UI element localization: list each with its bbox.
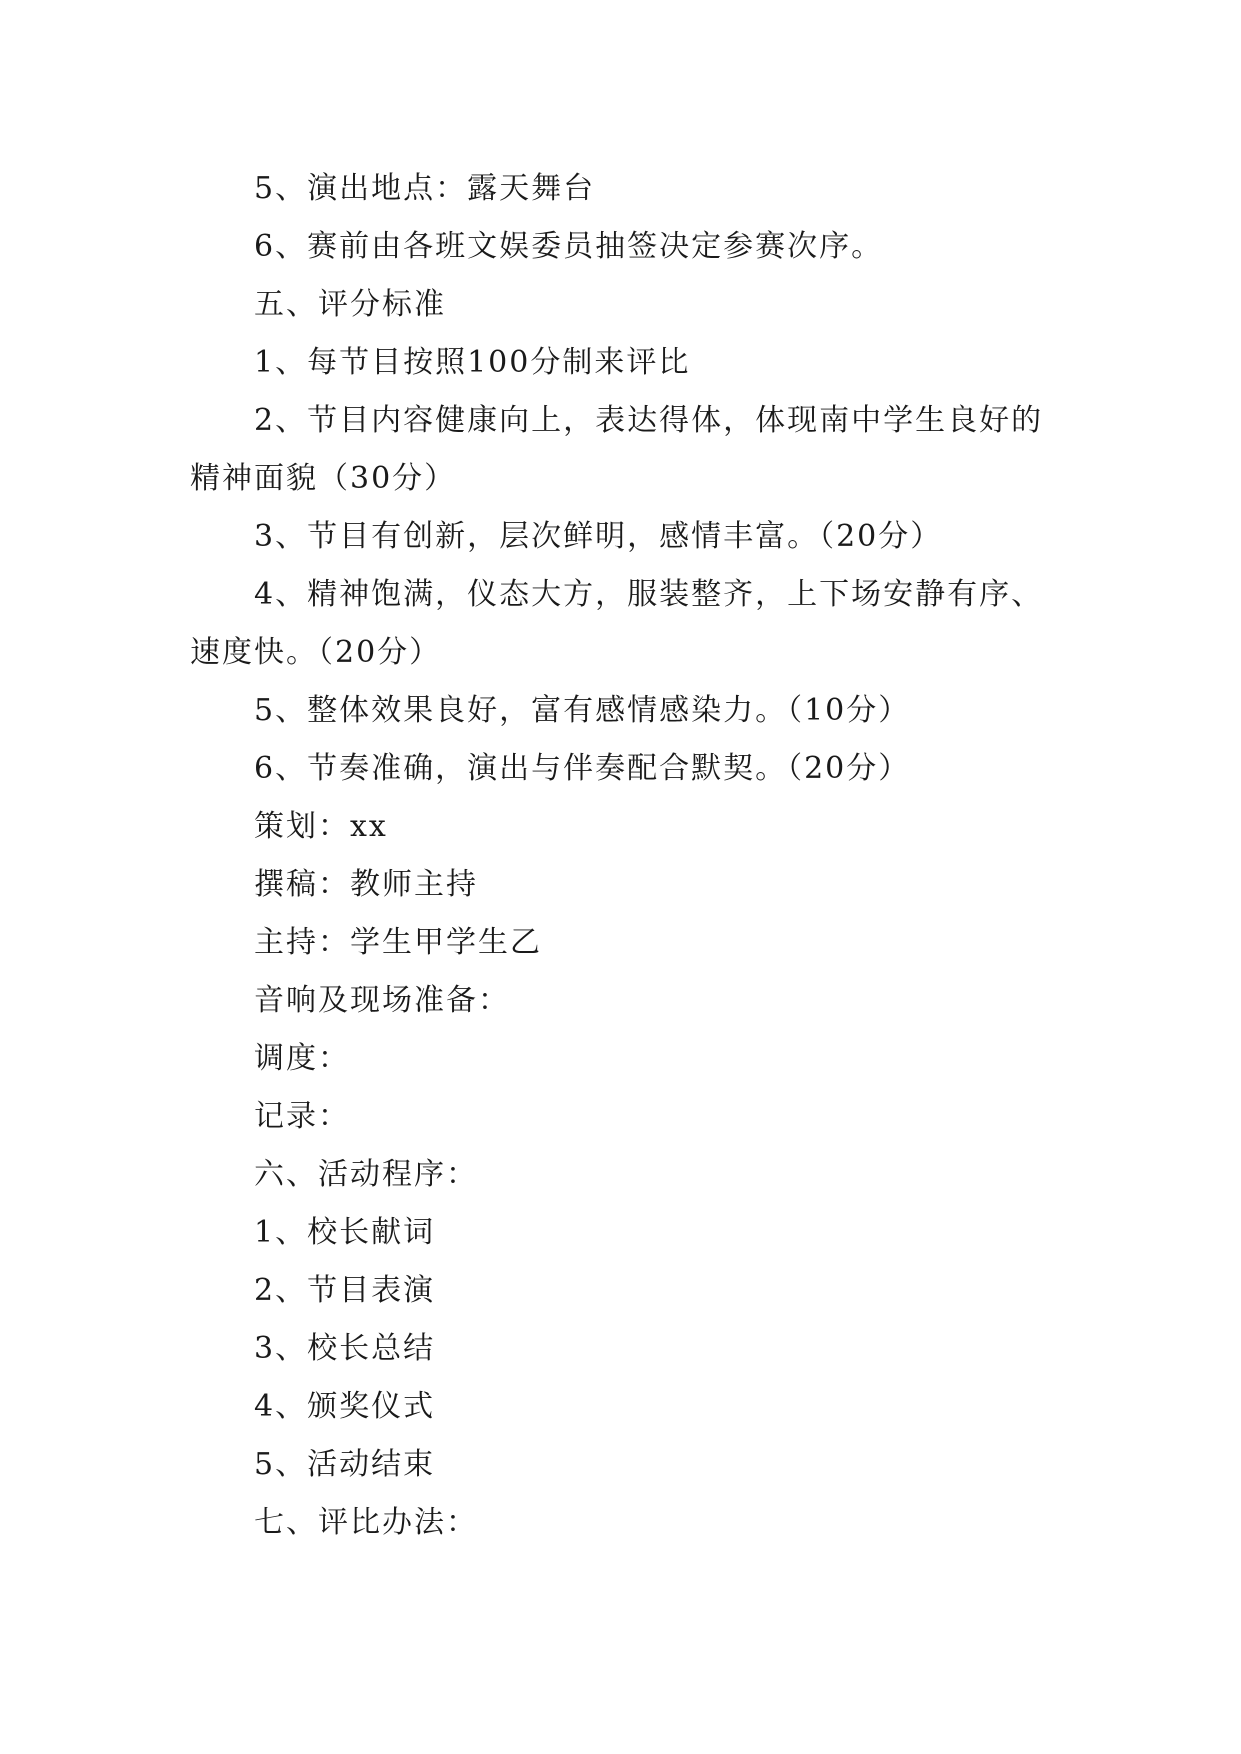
paragraph-script-writer: 撰稿：教师主持 <box>254 867 478 902</box>
section-heading-program: 六、活动程序： <box>254 1157 478 1192</box>
program-item-3: 3、校长总结 <box>254 1331 436 1366</box>
paragraph-criterion-creativity: 3、节目有创新，层次鲜明，感情丰富。（20分） <box>254 519 943 554</box>
paragraph-criterion-effect: 5、整体效果良好，富有感情感染力。（10分） <box>254 693 911 728</box>
paragraph-dispatch: 调度： <box>254 1041 350 1076</box>
paragraph-record: 记录： <box>254 1099 350 1134</box>
program-item-4: 4、颁奖仪式 <box>254 1389 436 1424</box>
paragraph-criterion-content: 2、节目内容健康向上，表达得体，体现南中学生良好的精神面貌（30分） <box>190 403 1044 496</box>
section-heading-scoring: 五、评分标准 <box>254 287 446 322</box>
program-item-1: 1、校长献词 <box>254 1215 436 1250</box>
paragraph-criterion-rhythm: 6、节奏准确，演出与伴奏配合默契。（20分） <box>254 751 911 786</box>
section-heading-evaluation: 七、评比办法： <box>254 1505 478 1540</box>
program-item-2: 2、节目表演 <box>254 1273 436 1308</box>
program-item-5: 5、活动结束 <box>254 1447 436 1482</box>
paragraph-criterion-presence: 4、精神饱满，仪态大方，服装整齐，上下场安静有序、速度快。（20分） <box>190 577 1044 670</box>
paragraph-sound-prep: 音响及现场准备： <box>254 983 510 1018</box>
paragraph-score-scale: 1、每节目按照100分制来评比 <box>254 345 691 380</box>
document-body <box>190 160 1070 1552</box>
paragraph-hosts: 主持：学生甲学生乙 <box>254 925 542 960</box>
paragraph-planner: 策划：xx <box>254 809 388 844</box>
paragraph-venue: 5、演出地点：露天舞台 <box>254 171 596 206</box>
paragraph-order-draw: 6、赛前由各班文娱委员抽签决定参赛次序。 <box>254 229 884 264</box>
